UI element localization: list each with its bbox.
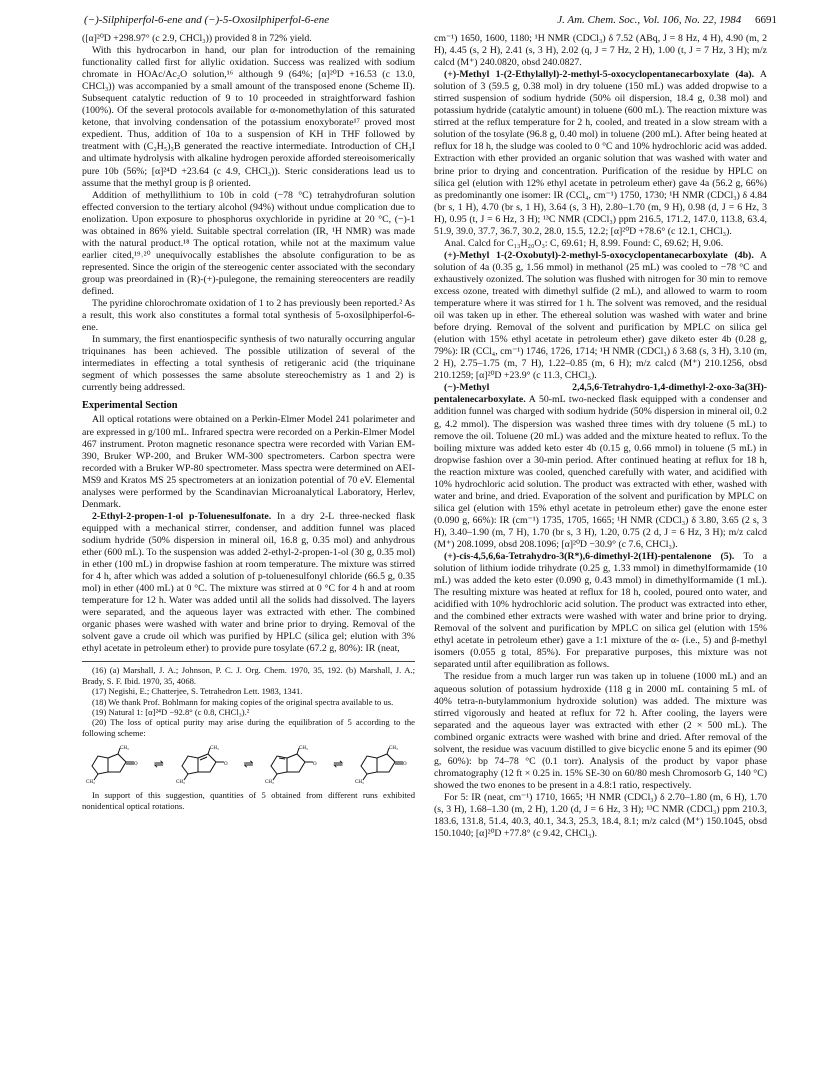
procedure-paragraph — [434, 551, 767, 671]
procedure-text: A solution of 4a (0.35 g, 1.56 mmol) in methanol (25 mL) was cooled to −78 °C and exhaustively ozonized. The solution was flushed with nitrogen for 30 min to remove excess ozone, treated with dimethyl sulfide (2 mL), and allowed to warm to room temperature where it was stirred for 1 h. The solvent was removed, and the residual oil was taken up in ether. The ethereal solution was washed with water and brine before drying. Removal of the solvent and purification by MPLC on silica gel (elution with 15% ethyl acetate in petroleum ether) gave diketo ester 4b (0.28 g, 79%): IR (CCl₄, cm⁻¹) 1746, 1726, 1714; ¹H NMR (CDCl₃) δ 3.68 (s, 3 H), 3.10 (m, 2 H), 2.75–1.75 (m, 7 H), 1.22–0.85 (m, 6 H); m/z calcd (M⁺) 210.1256, obsd 210.1259; [α]²⁰D +23.9° (c 11.3, CHCl₃). — [434, 249, 767, 382]
procedure-title: 2-Ethyl-2-propen-1-ol p-Toluenesulfonate. — [92, 510, 272, 522]
equilibrium-arrow-icon: ⇌ — [153, 757, 164, 772]
methyl-label: CH₃ — [175, 780, 185, 785]
footnote: (19) Natural 1: [α]²⁴D −92.8° (c 0.8, CHCl₃).² — [92, 707, 250, 718]
scheme-caption: In support of this suggestion, quantities of 5 obtained from different runs exhibited nonidentical optical rotations. — [82, 790, 415, 811]
section-heading: Experimental Section — [82, 400, 178, 412]
experimental-paragraph: All optical rotations were obtained on a Perkin-Elmer Model 241 polarimeter and are expressed in g/100 mL. Infrared spectra were recorded on a Perkin-Elmer Model 467 instrument. Proton magnetic resonance spectra were recorded with Varian EM-390, Bruker WP-200, and Bruker WM-300 spectrometers. Carbon spectra were recorded with a Bruker WP-80 spectrometer. Mass spectra were determined on AEI-MS9 and Kratos MS 25 spectrometers at an ionization potential of 70 eV. Elemental analyses were performed by the Scandinavian Microanalytical Laboratory, Herlev, Denmark. — [82, 414, 415, 510]
procedure-text: A 50-mL two-necked flask equipped with a condenser and addition funnel was charged with sodium hydride (50% dispersion in mineral oil, 0.2 g, 4.2 mmol). The dispersion was washed three times with dry toluene (5 mL) to remove the oil. Toluene (20 mL) was added and the mixture heated to reflux. To the boiling mixture was added keto ester 4b (0.15 g, 0.66 mmol) in toluene (5 mL) in dropwise fashion over a 30-min period. After continued heating at reflux for 18 h, the reaction mixture was cooled, quenched carefully with water, and acidified with 10% hydrochloric acid solution. The product was extracted with ether, washed with water and brine, and dried. Evaporation of the solvent and purification by MPLC on silica gel (elution with 15% ethyl acetate in petroleum ether) gave the enone ester (0.090 g, 66%): IR (cm⁻¹) 1735, 1705, 1665; ¹H NMR (CDCl₃) δ 3.80, 3.65 (2 s, 3 H), 3.40–1.90 (m, 7 H), 1.70 (br s, 3 H), 1.20, 0.75 (2 d, J = 6 Hz, 3 H); m/z calcd (M⁺) 208.1099, obsd 208.1096; [α]²⁰D −30.9° (c 7.6, CHCl₃). — [434, 394, 767, 550]
svg-text:O: O — [134, 762, 138, 768]
footnote: (16) (a) Marshall, J. A.; Johnson, P. C. J. Org. Chem. 1970, 35, 192. (b) Marshall, J. A.; Brady, S. F. Ibid. 1970, 35, 4068. — [82, 665, 415, 686]
procedure-text: A solution of 3 (59.5 g, 0.38 mol) in dry toluene (150 mL) was added dropwise to a stirred suspension of sodium hydride (50% oil dispersion, 18.4 g, 0.38 mol) and potassium hydride (catalytic amount) in toluene (600 mL). The reaction mixture was stirred at the reflux temperature for 2 h, cooled, and treated in a slow stream with a solution of the tosylate (96.8 g, 0.40 mol) in toluene (200 mL). After being heated at reflux for 18 h, the sludge was cooled to 0 °C and 10% hydrochloric acid was added. Extraction with ether provided an organic solution that was washed with water and brine prior to drying and concentration. Purification of the residue by HPLC on silica gel (elution with 12% ethyl acetate in petroleum ether) gave 4a (56.2 g, 66%) as predominantly one isomer: IR (CCl₄, cm⁻¹) 1750, 1730; ¹H NMR (CDCl₃) δ 4.84 (br s, 1 H), 4.70 (br s, 1 H), 3.64 (s, 3 H), 2.80–1.70 (m, 9 H), 0.98 (d, J = 6 Hz, 3 H), 0.95 (t, J = 6 Hz, 3 H); ¹³C NMR (CDCl₃) ppm 216.5, 171.2, 147.0, 113.8, 63.4, 51.9, 39.0, 37.7, 36.7, 30.2, 28.0, 15.5, 12.2; [α]²⁰D +78.6° (c 12.1, CHCl₃). — [434, 69, 767, 237]
equilibrium-arrow-icon: ⇌ — [243, 757, 254, 772]
procedure-paragraph: For 5: IR (neat, cm⁻¹) 1710, 1665; ¹H NMR (CDCl₃) δ 2.70–1.80 (m, 6 H), 1.70 (s, 3 H), 1.68–1.30 (m, 2 H), 1.20 (d, J = 6 Hz, 3 H); ¹³C NMR (CDCl₃) ppm 210.3, 183.6, 131.8, 51.4, 40.3, 40.1, 34.3, 25.3, 18.4, 8.1; m/z calcd (M⁺) 150.1045, obsd 150.1040; [α]²⁰D +77.8° (c 9.42, CHCl₃). — [434, 791, 767, 840]
body-paragraph: With this hydrocarbon in hand, our plan for introduction of the remaining functionality called first for allylic oxidation. Success was realized with sodium chromate in HOAc/Ac₂O solution,¹⁶ although 9 (64%; [α]²⁰D +16.53 (c 13.0, CHCl₃)) was accompanied by a small amount of the transposed enone (Scheme II). Subsequent catalytic reduction of 9 to 10 proceeded in straightforward fashion (100%). Of the several protocols available for α-monomethylation of this saturated ketone, that involving condensation of the potassium enoxyborate¹⁷ proved most expedient. Thus, addition of 10a to a suspension of KH in THF followed by treatment with (C₂H₅)₃B generated the reactive intermediate. Introduction of CH₃I and ultimate hydrolysis with alkaline hydrogen peroxide afforded stereoisomerically pure 10b (56%; [α]²⁴D +23.64 (c 4.9, CHCl₃)). Steric considerations lead us to assume that the methyl group is β oriented. — [82, 45, 415, 189]
procedure-paragraph — [82, 511, 415, 656]
body-paragraph: cm⁻¹) 1650, 1600, 1180; ¹H NMR (CDCl₃) δ 7.52 (ABq, J = 8 Hz, 4 H), 4.90 (m, 2 H), 4.45 (s, 2 H), 2.41 (s, 3 H), 2.02 (q, J = 7 Hz, 2 H), 1.00 (t, J = 7 Hz, 3 H); m/z calcd (M⁺) 240.0820, obsd 240.0827. — [434, 33, 767, 69]
methyl-label: CH₃ — [299, 746, 309, 752]
methyl-label: CH₃ — [120, 746, 129, 752]
enone-structure — [84, 744, 144, 784]
body-paragraph: Addition of methyllithium to 10b in cold (−78 °C) tetrahydrofuran solution effected conversion to the tertiary alcohol (94%) without undue complication due to enolization. Upon exposure to phosphorus oxychloride in pyridine at 20 °C, (−)-1 was obtained in 86% yield. Suitable spectral correlation (IR, ¹H NMR) was made with the natural product.¹⁸ The optical rotation, while not at the maximum value earlier cited,¹⁹˒²⁰ unequivocally establishes the absolute configuration to be as represented. Since the origin of the stereogenic center associated with the secondary group was preordained in (R)-(+)-pulegone, the remaining stereocenters are readily defined. — [82, 189, 415, 297]
svg-text:O: O — [402, 762, 407, 768]
page-number: 6691 — [755, 14, 777, 26]
equilibrium-arrow-icon: ⇌ — [333, 757, 344, 772]
body-paragraph: The pyridine chlorochromate oxidation of 1 to 2 has previously been reported.² As a result, this work also constitutes a formal total synthesis of 5-oxosilphiperfol-6-ene. — [82, 298, 415, 334]
procedure-paragraph — [434, 382, 767, 551]
procedure-title: (+)-Methyl 1-(2-Ethylallyl)-2-methyl-5-oxocyclopentanecarboxylate (4a). — [444, 69, 755, 81]
enone-epimer-structure — [353, 744, 413, 784]
methyl-label: CH₃ — [86, 780, 95, 785]
dienol-structure — [263, 744, 323, 784]
footnote: (17) Negishi, E.; Chatterjee, S. Tetrahedron Lett. 1983, 1341. — [92, 686, 303, 697]
journal-citation: J. Am. Chem. Soc., Vol. 106, No. 22, 1984 — [557, 14, 742, 26]
methyl-label: CH₃ — [209, 746, 219, 752]
procedure-title: (−)-Methyl 2,4,5,6-Tetrahydro-1,4-dimethyl-2-oxo-3a(3H)-pentalenecarboxylate. — [434, 382, 767, 406]
body-paragraph: In summary, the first enantiospecific synthesis of two naturally occurring angular triquinanes has been achieved. The possible utilization of several of the intermediates in effecting a total synthesis of retigeranic acid (the triquinane segment of which possesses the same absolute stereochemistry as 1 and 2) is currently being addressed. — [82, 334, 415, 394]
footnote-divider — [82, 661, 415, 662]
methyl-label: CH₃ — [388, 746, 398, 752]
dienol-structure — [174, 744, 234, 784]
svg-text:O: O — [313, 762, 317, 768]
footnotes — [82, 665, 415, 738]
body-paragraph: ([α]²⁰D +298.97° (c 2.9, CHCl₃)) provided 8 in 72% yield. — [82, 33, 312, 44]
running-title: (−)-Silphiperfol-6-ene and (−)-5-Oxosilphiperfol-6-ene — [84, 14, 330, 26]
journal-citation-header — [557, 14, 777, 26]
svg-text:O: O — [223, 762, 228, 768]
procedure-title: (+)-cis-4,5,6,6a-Tetrahydro-3(R*),6-dimethyl-2(1H)-pentalenone (5). — [444, 551, 735, 563]
left-column — [82, 33, 415, 811]
methyl-label: CH₃ — [265, 780, 275, 785]
procedure-paragraph — [434, 250, 767, 383]
procedure-paragraph: The residue from a much larger run was taken up in toluene (1000 mL) and an aqueous solution of potassium hydroxide (118 g in 2000 mL containing 5 mL of 40% tetra-n-butylammonium hydroxide solution) was added. The mixture was stirred vigorously and heated at reflux for 72 h. After cooling, the layers were separated and the aqueous layer was extracted with ether (2 × 500 mL). The combined organic extracts were washed with brine and dried. After removal of the solvent, the residue was vacuum distilled to give bicyclic enone 5 and its epimer (90 g, 60%): bp 74–78 °C (0.1 torr). Analysis of the product by vapor phase chromatography (12 ft × 0.25 in. 15% SE-30 on 60/80 mesh Chromosorb G, 140 °C) showed the two enones to be present in a 4.8:1 ratio, respectively. — [434, 671, 767, 791]
procedure-text: In a dry 2-L three-necked flask equipped with a mechanical stirrer, condenser, and addition funnel was placed sodium hydride (50% dispersion in mineral oil, 16.8 g, 0.35 mol) and anhydrous ether (600 mL). To the suspension was added 2-ethyl-2-propen-1-ol (30 g, 0.35 mol) in ether (100 mL) in dropwise fashion at room temperature. The mixture was stirred for 4 h, after which was added a solution of p-toluenesulfonyl chloride (66.5 g, 0.35 mol) in ether (400 mL) at 0 °C. The mixture was stirred at 0 °C for 4 h and at room temperature for 12 h. Water was added until all the solids had dissolved. The layers were separated, and the aqueous layer was extracted with ether. The combined organic phases were washed with water and brine prior to drying. Removal of the solvent gave a crude oil which was purified by HPLC (silica gel; elution with 3% ethyl acetate in petroleum ether) to provide pure tosylate (67.2 g, 80%): IR (neat, — [82, 510, 415, 655]
analysis-paragraph: Anal. Calcd for C₁₃H₂₀O₃: C, 69.61; H, 8.99. Found: C, 69.62; H, 9.06. — [444, 237, 724, 249]
methyl-label: CH₃ — [354, 780, 364, 785]
procedure-paragraph — [434, 69, 767, 238]
equilibration-scheme — [84, 744, 413, 784]
right-column — [434, 33, 767, 840]
procedure-text: To a solution of lithium iodide trihydrate (0.25 g, 1.33 mmol) in dimethylformamide (10 mL) was added the keto ester (0.090 g, 0.43 mmol) in dimethylformamide (1 mL). The resulting mixture was heated at reflux for 18 h, cooled, poured onto water, and acidified with 10% hydrochloric acid solution. The product was extracted into ether, and the combined ether extracts were washed with water and brine prior to drying. Removal of the solvent and purification by MPLC on silica gel (elution with 15% ethyl acetate in petroleum ether) gave a 1:1 mixture of the α- (i.e., 5) and β-methyl isomers (0.055 g total, 85%). For preparative purposes, this mixture was not separated until after equilibration as follows. — [434, 551, 768, 671]
footnote: (18) We thank Prof. Bohlmann for making copies of the original spectra available to us. — [92, 696, 394, 707]
procedure-title: (+)-Methyl 1-(2-Oxobutyl)-2-methyl-5-oxocyclopentanecarboxylate (4b). — [444, 249, 754, 261]
footnote: (20) The loss of optical purity may arise during the equilibration of 5 according to the following scheme: — [82, 717, 415, 738]
